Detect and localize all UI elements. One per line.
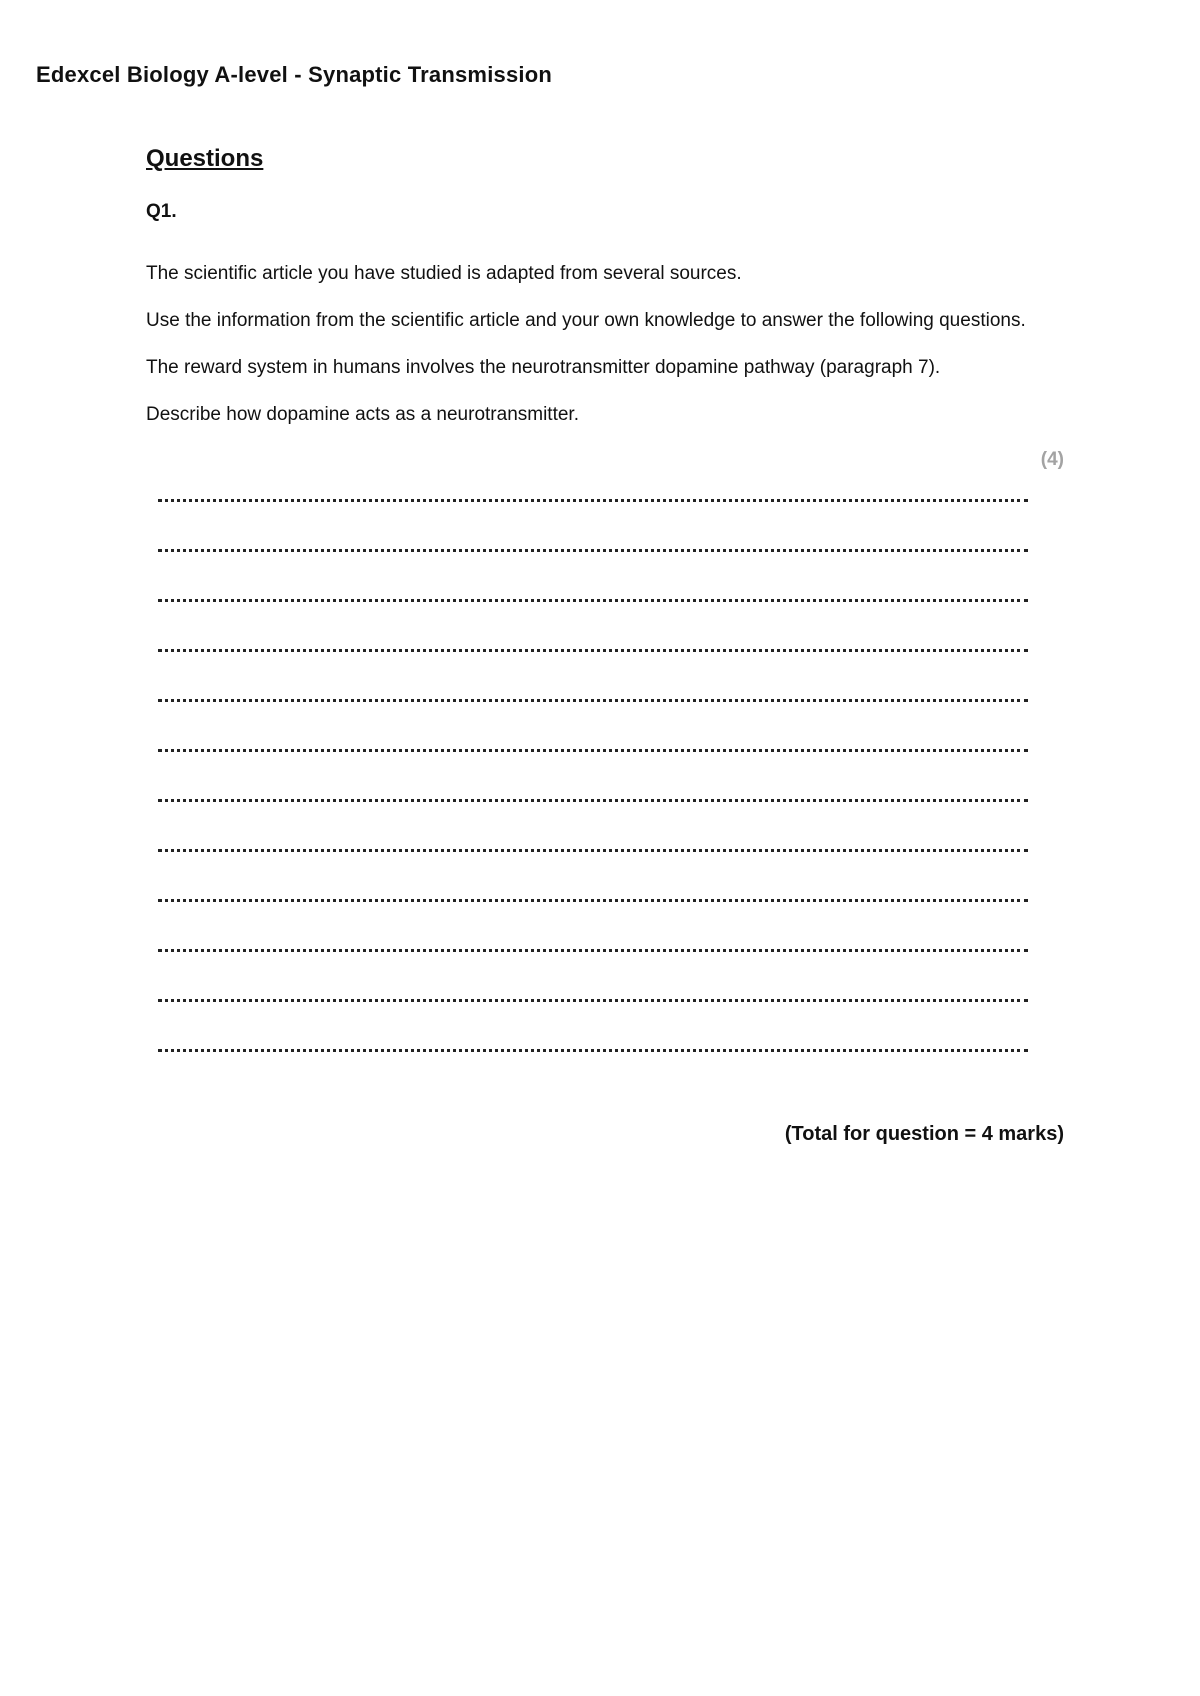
answer-line[interactable]: [158, 829, 1028, 879]
question-paragraph: Use the information from the scientific article and your own knowledge to answer the following questions.: [146, 310, 1026, 331]
question-number: Q1.: [146, 201, 177, 222]
answer-line[interactable]: [158, 629, 1028, 679]
page-header-title: Edexcel Biology A-level - Synaptic Transmission: [36, 62, 552, 87]
question-prompt: Describe how dopamine acts as a neurotransmitter.: [146, 404, 579, 425]
answer-line[interactable]: [158, 579, 1028, 629]
answer-area[interactable]: [158, 479, 1028, 1079]
question-paragraph: The reward system in humans involves the neurotransmitter dopamine pathway (paragraph 7).: [146, 357, 941, 378]
question-paragraph: The scientific article you have studied is adapted from several sources.: [146, 263, 742, 284]
answer-line[interactable]: [158, 779, 1028, 829]
answer-line[interactable]: [158, 879, 1028, 929]
answer-line[interactable]: [158, 729, 1028, 779]
section-title: Questions: [146, 145, 264, 172]
total-marks: (Total for question = 4 marks): [784, 1123, 1064, 1145]
answer-line[interactable]: [158, 529, 1028, 579]
marks-indicator: (4): [1040, 449, 1064, 470]
answer-line[interactable]: [158, 1029, 1028, 1079]
answer-line[interactable]: [158, 929, 1028, 979]
answer-line[interactable]: [158, 679, 1028, 729]
question-content: [146, 145, 1066, 1146]
answer-line[interactable]: [158, 979, 1028, 1029]
answer-line[interactable]: [158, 479, 1028, 529]
